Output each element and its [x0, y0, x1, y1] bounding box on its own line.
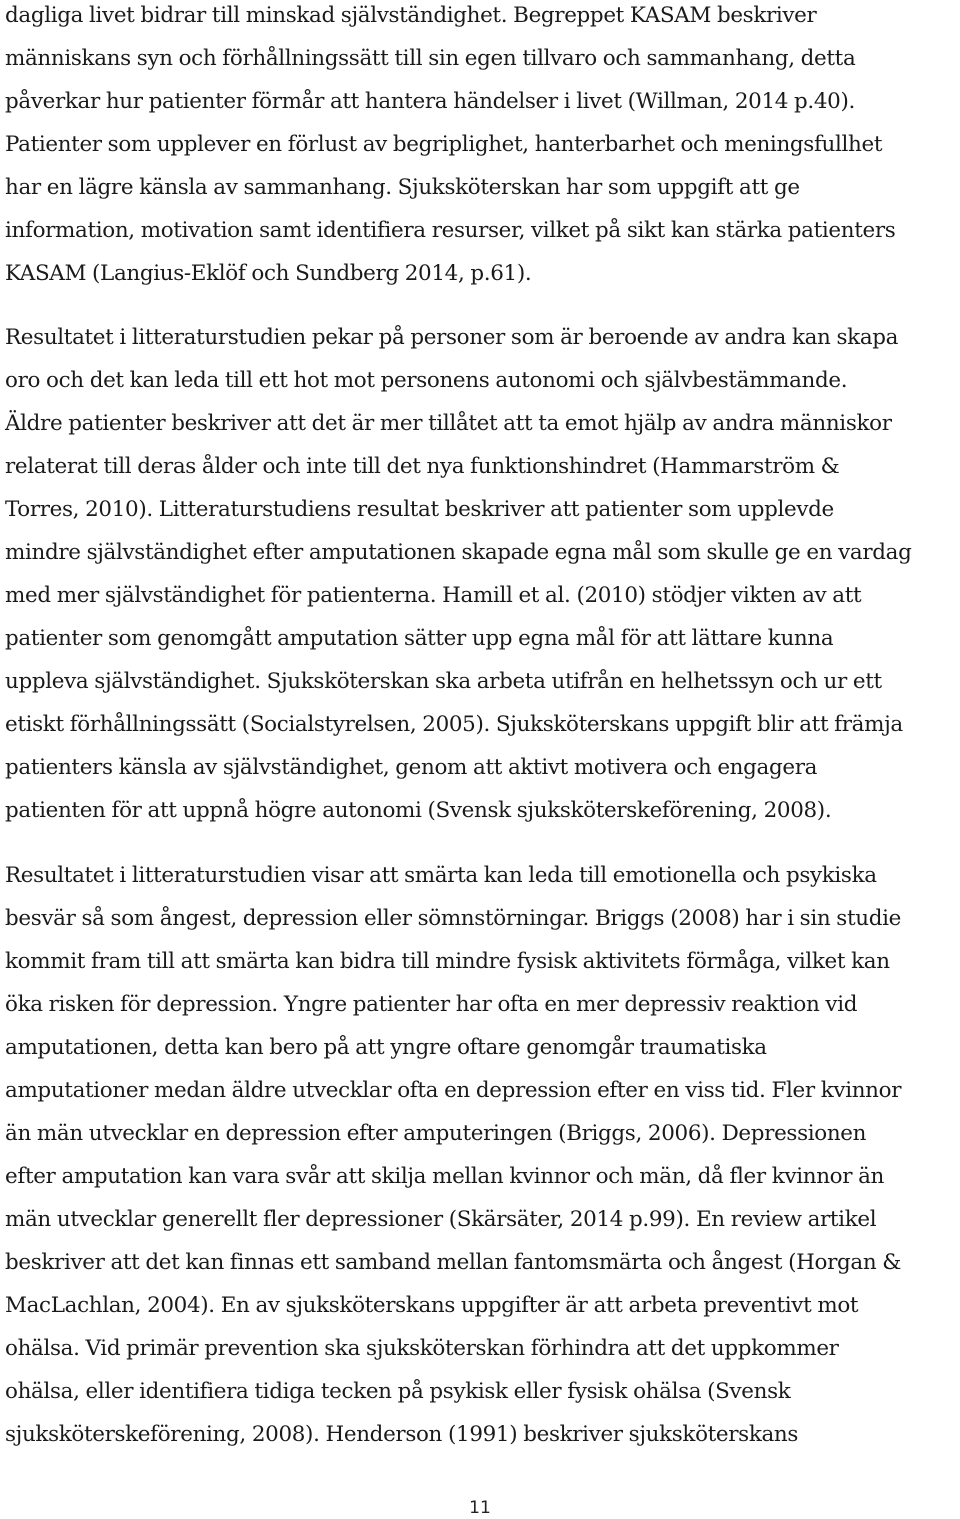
text-line: män utvecklar generellt fler depressioner (Skärsäter, 2014 p.99). En review artikel: [5, 1207, 877, 1232]
text-line: Resultatet i litteraturstudien visar att smärta kan leda till emotionella och psykiska: [5, 863, 877, 888]
text-line: Patienter som upplever en förlust av begriplighet, hanterbarhet och meningsfullhet: [5, 132, 883, 157]
text-line: efter amputation kan vara svår att skilja mellan kvinnor och män, då fler kvinnor än: [5, 1164, 885, 1189]
text-line: patienter som genomgått amputation sätter upp egna mål för att lättare kunna: [5, 626, 834, 651]
text-line: ohälsa, eller identifiera tidiga tecken på psykisk eller fysisk ohälsa (Svensk: [5, 1379, 791, 1404]
paragraph-autonomy: [5, 316, 957, 832]
text-line: beskriver att det kan finnas ett samband mellan fantomsmärta och ångest (Horgan &: [5, 1250, 902, 1275]
text-line: besvär så som ångest, depression eller sömnstörningar. Briggs (2008) har i sin studie: [5, 906, 901, 931]
text-line: än män utvecklar en depression efter amputeringen (Briggs, 2006). Depressionen: [5, 1121, 867, 1146]
text-line: Resultatet i litteraturstudien pekar på personer som är beroende av andra kan skapa: [5, 325, 899, 350]
text-line: oro och det kan leda till ett hot mot personens autonomi och självbestämmande.: [5, 368, 848, 393]
text-line: MacLachlan, 2004). En av sjuksköterskans uppgifter är att arbeta preventivt mot: [5, 1293, 859, 1318]
text-line: etiskt förhållningssätt (Socialstyrelsen, 2005). Sjuksköterskans uppgift blir att främja: [5, 712, 903, 737]
paragraph-kasam: [5, 0, 957, 295]
text-line: kommit fram till att smärta kan bidra till mindre fysisk aktivitets förmåga, vilket kan: [5, 949, 890, 974]
text-line: människans syn och förhållningssätt till sin egen tillvaro och sammanhang, detta: [5, 46, 856, 71]
text-line: KASAM (Langius-Eklöf och Sundberg 2014, p.61).: [5, 261, 532, 286]
text-line: Äldre patienter beskriver att det är mer tillåtet att ta emot hjälp av andra människor: [5, 411, 892, 436]
text-line: amputationen, detta kan bero på att yngre oftare genomgår traumatiska: [5, 1035, 767, 1060]
text-line: patienters känsla av självständighet, genom att aktivt motivera och engagera: [5, 755, 818, 780]
text-line: Torres, 2010). Litteraturstudiens resultat beskriver att patienter som upplevde: [5, 497, 834, 522]
text-line: sjuksköterskeförening, 2008). Henderson (1991) beskriver sjuksköterskans: [5, 1422, 799, 1447]
text-line: mindre självständighet efter amputationen skapade egna mål som skulle ge en vardag: [5, 540, 912, 565]
text-line: dagliga livet bidrar till minskad självständighet. Begreppet KASAM beskriver: [5, 3, 817, 28]
text-line: ohälsa. Vid primär prevention ska sjuksköterskan förhindra att det uppkommer: [5, 1336, 839, 1361]
text-line: information, motivation samt identifiera resurser, vilket på sikt kan stärka patienters: [5, 218, 896, 243]
text-line: har en lägre känsla av sammanhang. Sjuksköterskan har som uppgift att ge: [5, 175, 800, 200]
text-line: uppleva självständighet. Sjuksköterskan ska arbeta utifrån en helhetssyn och ur ett: [5, 669, 882, 694]
text-line: med mer självständighet för patienterna. Hamill et al. (2010) stödjer vikten av att: [5, 583, 862, 608]
text-line: relaterat till deras ålder och inte till det nya funktionshindret (Hammarström &: [5, 454, 840, 479]
page-number: 11: [469, 1498, 491, 1518]
text-line: patienten för att uppnå högre autonomi (Svensk sjuksköterskeförening, 2008).: [5, 798, 832, 823]
text-line: amputationer medan äldre utvecklar ofta en depression efter en viss tid. Fler kvinnor: [5, 1078, 902, 1103]
paragraph-depression: [5, 854, 957, 1456]
text-line: öka risken för depression. Yngre patienter har ofta en mer depressiv reaktion vid: [5, 992, 858, 1017]
text-line: påverkar hur patienter förmår att hantera händelser i livet (Willman, 2014 p.40).: [5, 89, 855, 114]
